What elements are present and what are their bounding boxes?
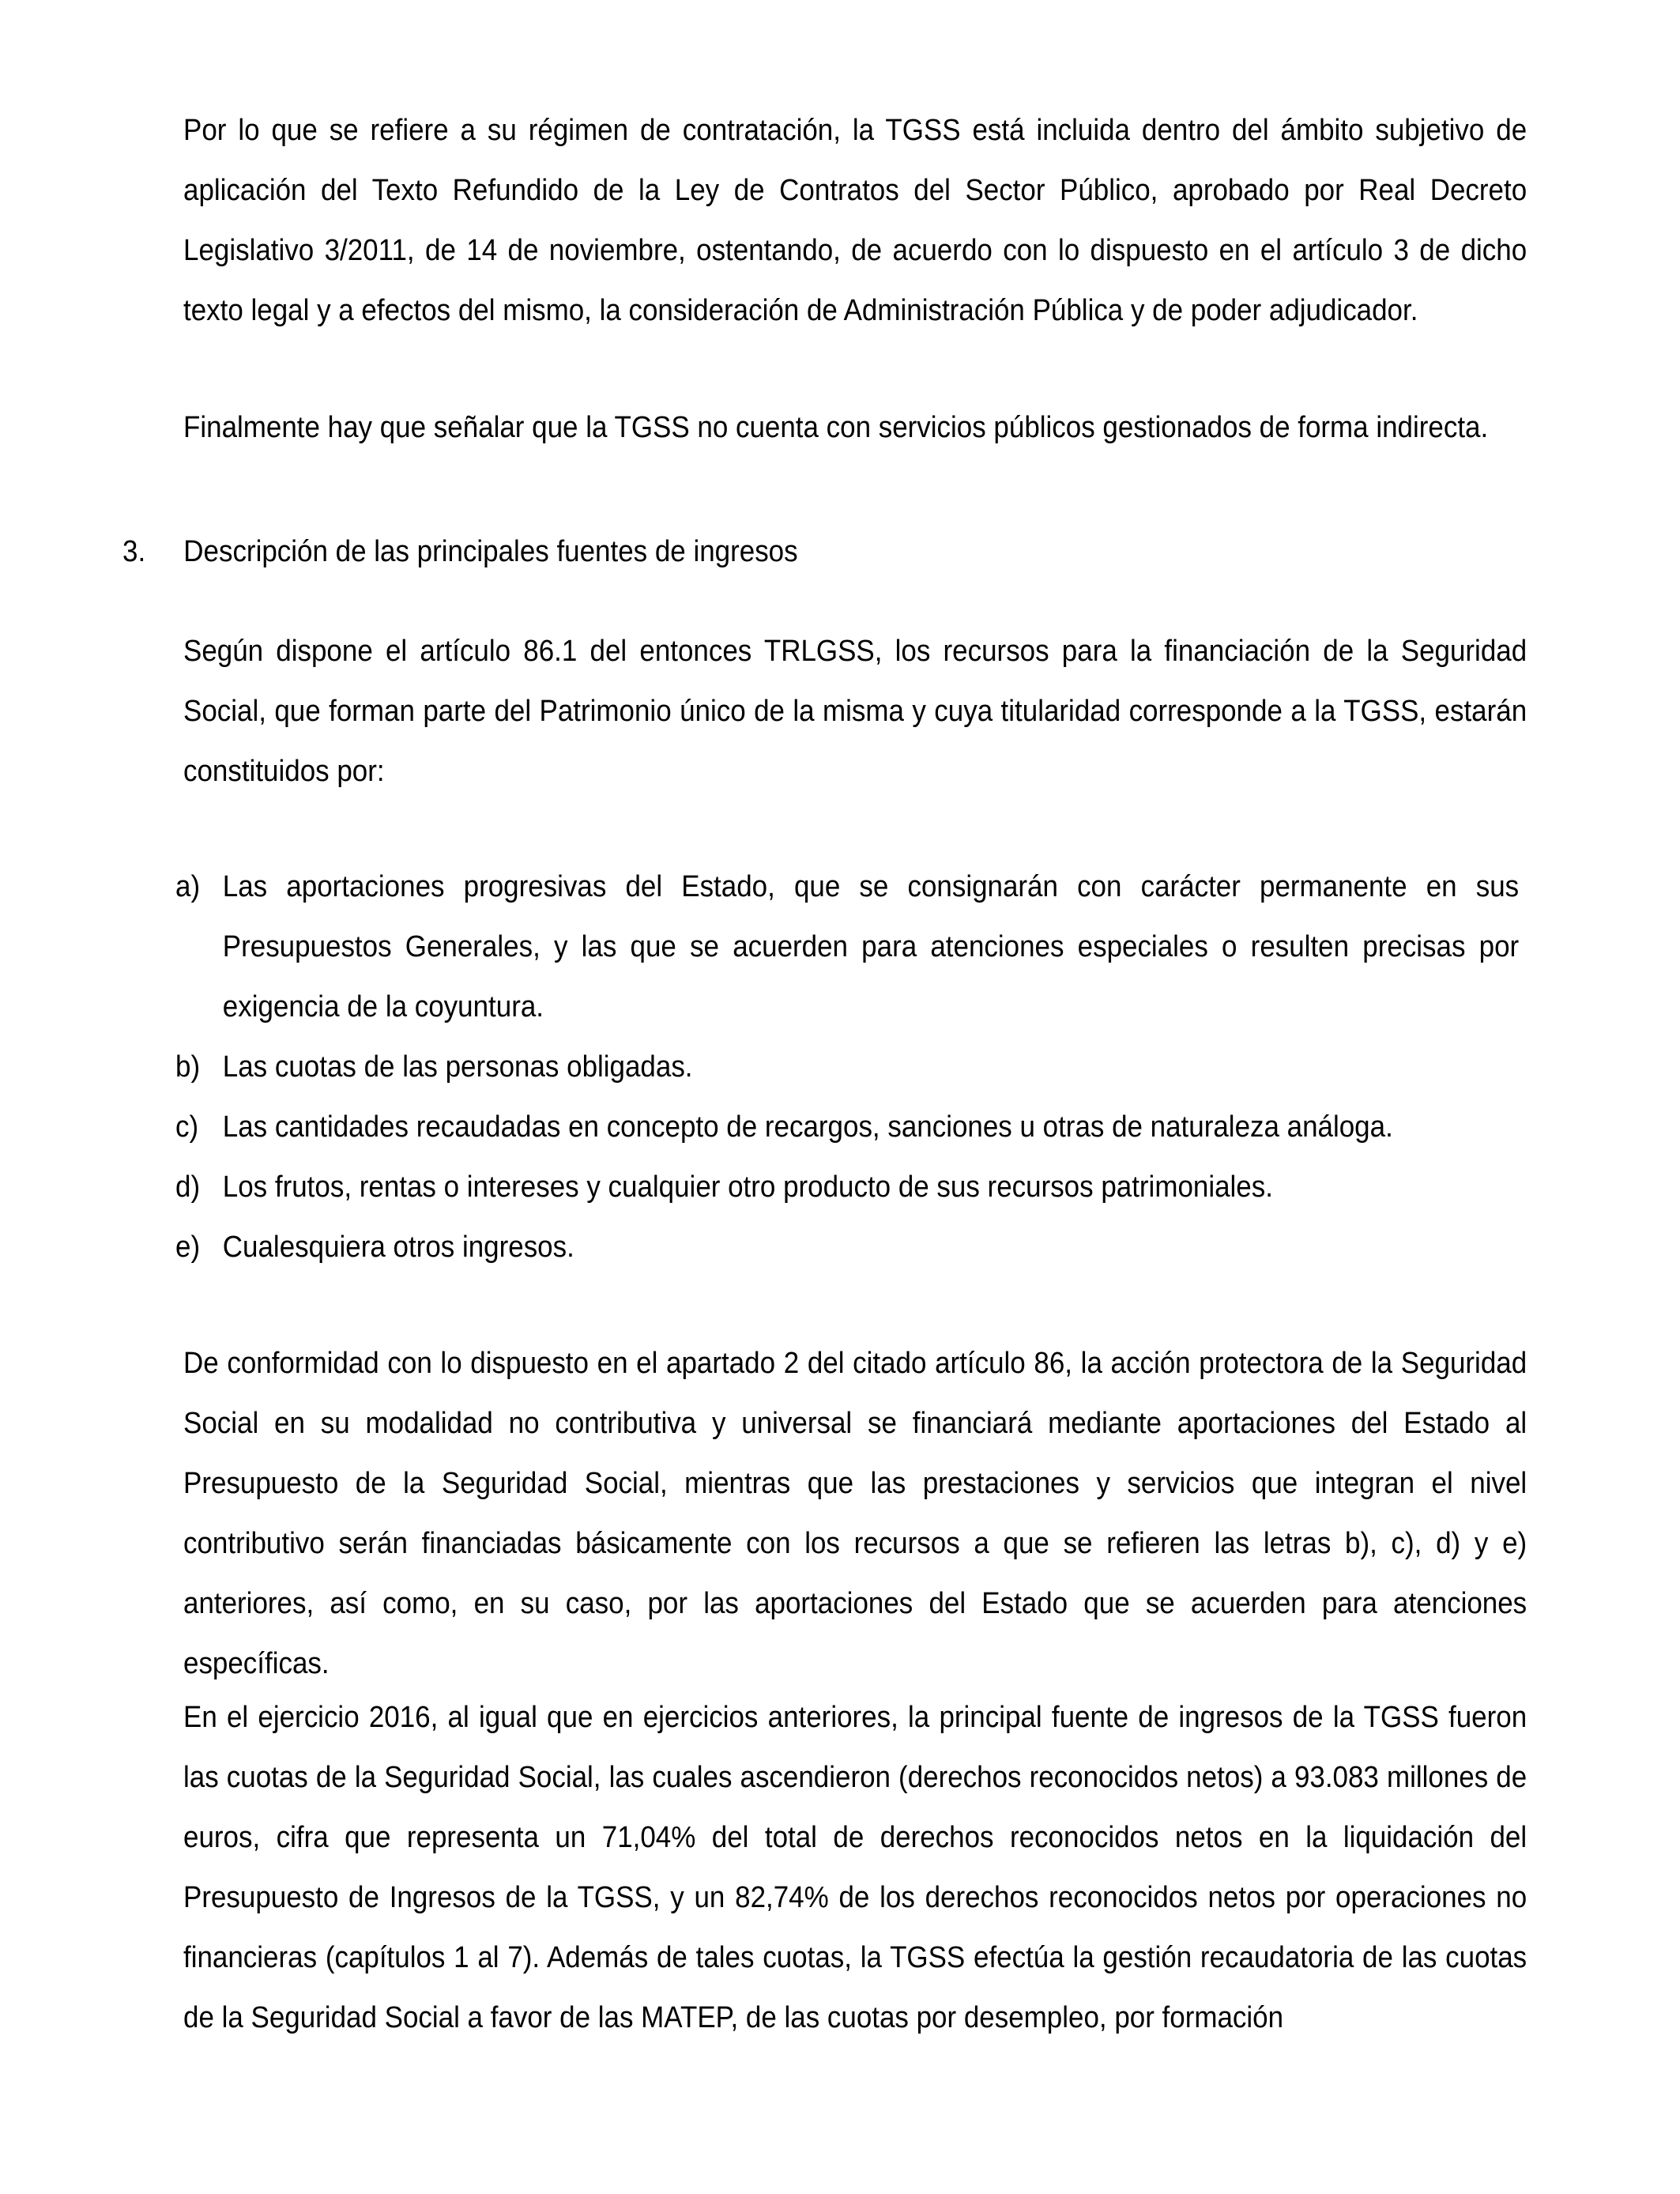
paragraph-servicios-publicos: Finalmente hay que señalar que la TGSS no cuenta con servicios públicos gestionados de forma indirecta. [183, 411, 1489, 444]
paragraph-contratacion: Por lo que se refiere a su régimen de contratación, la TGSS está incluida dentro del ámbito subjetivo de aplicación del Texto Refundido de la Ley de Contratos del Sector Público, aprobado por Real Decreto Legislativo 3/2011, de 14 de noviembre, ostentando, de acuerdo con lo dispuesto en el artículo 3 de dicho texto legal y a efectos del mismo, la consideración de Administración Pública y de poder adjudicador. [183, 114, 1527, 327]
section-heading [122, 522, 1431, 582]
list-item [175, 1157, 1519, 1217]
resources-list [175, 857, 1519, 1277]
list-marker: a) [175, 870, 201, 903]
list-item [175, 1037, 1519, 1097]
list-marker: b) [175, 1050, 201, 1084]
list-marker: e) [175, 1231, 201, 1264]
list-item [175, 857, 1519, 1037]
list-item-text: Cualesquiera otros ingresos. [222, 1231, 574, 1264]
list-item-text: Las cantidades recaudadas en concepto de recargos, sanciones u otras de naturaleza análoga. [222, 1110, 1393, 1144]
list-item-text: Las cuotas de las personas obligadas. [222, 1050, 693, 1084]
paragraph-ejercicio-2016: En el ejercicio 2016, al igual que en ejercicios anteriores, la principal fuente de ingresos de la TGSS fueron las cuotas de la Seguridad Social, las cuales ascendieron (derechos reconocidos netos) a 93.083 millones de euros, cifra que representa un 71,04% del total de derechos reconocidos netos en la liquidación del Presupuesto de Ingresos de la TGSS, y un 82,74% de los derechos reconocidos netos por operaciones no financieras (capítulos 1 al 7). Además de tales cuotas, la TGSS efectúa la gestión recaudatoria de las cuotas de la Seguridad Social a favor de las MATEP, de las cuotas por desempleo, por formación [183, 1701, 1527, 2034]
list-item-text: Los frutos, rentas o intereses y cualquier otro producto de sus recursos patrimoniales. [222, 1171, 1273, 1204]
list-item [175, 1097, 1519, 1157]
list-marker: d) [175, 1171, 201, 1204]
list-marker: c) [175, 1110, 199, 1144]
paragraph-conformidad: De conformidad con lo dispuesto en el apartado 2 del citado artículo 86, la acción protectora de la Seguridad Social en su modalidad no contributiva y universal se financiará mediante aportaciones del Estado al Presupuesto de la Seguridad Social, mientras que las prestaciones y servicios que integran el nivel contributivo serán financiadas básicamente con los recursos a que se refieren las letras b), c), d) y e) anteriores, así como, en su caso, por las aportaciones del Estado que se acuerden para atenciones específicas. [183, 1347, 1527, 1680]
paragraph-intro: Según dispone el artículo 86.1 del entonces TRLGSS, los recursos para la financiación de la Seguridad Social, que forman parte del Patrimonio único de la misma y cuya titularidad corresponde a la TGSS, estarán constituidos por: [183, 635, 1527, 788]
list-item [175, 1217, 1519, 1277]
list-item-text: Las aportaciones progresivas del Estado, que se consignarán con carácter permanente en sus Presupuestos Generales, y las que se acuerden para atenciones especiales o resulten precisas por exigencia de la coyuntura. [222, 870, 1520, 1023]
section-number: 3. [122, 535, 146, 568]
section-title: Descripción de las principales fuentes de ingresos [183, 535, 798, 568]
